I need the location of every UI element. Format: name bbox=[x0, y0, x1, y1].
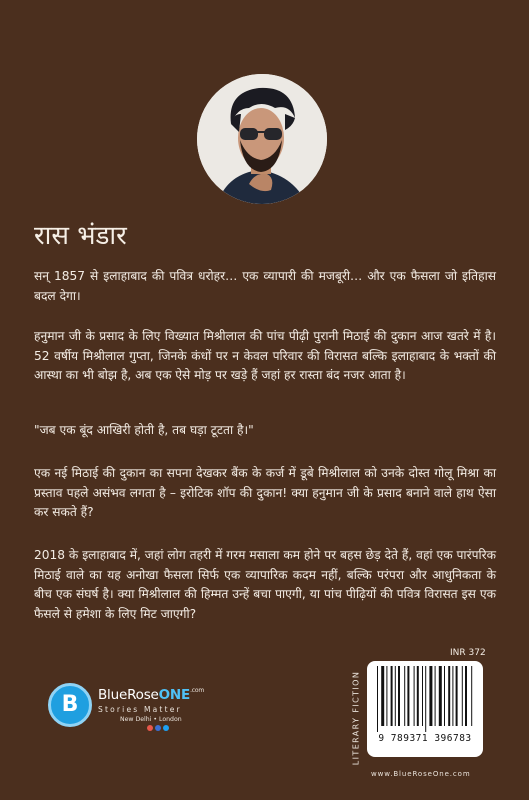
blurb-paragraph-4: 2018 के इलाहाबाद में, जहां लोग तहरी में गरम मसाला कम होने पर बहस छेड़ देते हैं, वहां एक पारंपरिक मिठाई वाले का यह अनोखा फैसला सिर्फ एक व्यापारिक कदम नहीं, बल्कि परंपरा और आधुनिकता के बीच एक संघर्ष है। क्या मिश्रीलाल की हिम्मत उन्हें बचा पाएगी, या पांच पीढ़ियों की पवित्र विरासत इस एक फैसले से हमेशा के लिए मिट जाएगी? bbox=[34, 548, 496, 621]
barcode-bar bbox=[414, 666, 415, 726]
blurb-paragraph-1: सन् 1857 से इलाहाबाद की पवित्र धरोहर… एक व्यापारी की मजबूरी… और एक फैसला जो इतिहास बदल देगा। bbox=[34, 269, 496, 303]
barcode-bar bbox=[471, 666, 472, 726]
blurb-paragraph-2: हनुमान जी के प्रसाद के लिए विख्यात मिश्रीलाल की पांच पीढ़ी पुरानी मिठाई की दुकान आज खतरे में है। 52 वर्षीय मिश्रीलाल गुप्ता, जिनके कंधों पर न केवल परिवार की विरासत बल्कि इलाहाबाद के भक्तों की आस्था का भी बोझ है, अब एक ऐसे मोड़ पर खड़े हैं जहां हर रास्ता बंद नजर आता है। bbox=[34, 329, 496, 382]
barcode-bar bbox=[452, 666, 453, 726]
publisher-logo-letter: B bbox=[61, 692, 79, 717]
genre-text: LITERARY FICTION bbox=[351, 670, 361, 766]
barcode-bar bbox=[381, 666, 384, 726]
publisher-name-accent: ONE bbox=[158, 687, 191, 703]
publisher-domain-suffix: .com bbox=[190, 687, 204, 694]
author-portrait-image bbox=[197, 74, 327, 204]
isbn-number: 9 789371 396783 bbox=[378, 733, 472, 744]
barcode-bar bbox=[417, 666, 419, 726]
social-icon-3 bbox=[163, 725, 169, 731]
barcode-bar bbox=[425, 666, 426, 732]
publisher-name-main: BlueRose bbox=[98, 687, 159, 703]
publisher-logo bbox=[48, 683, 218, 733]
social-icon-2 bbox=[155, 725, 161, 731]
barcode-bar bbox=[391, 666, 393, 726]
barcode-bar bbox=[456, 666, 458, 726]
barcode-bar bbox=[444, 666, 445, 726]
barcode-bar bbox=[386, 666, 387, 726]
barcode-bar bbox=[465, 666, 467, 726]
blurb-quote: "जब एक बूंद आखिरी होती है, तब घड़ा टूटता है।" bbox=[34, 423, 254, 437]
barcode-bar bbox=[448, 666, 450, 726]
barcode-bar bbox=[462, 666, 463, 726]
author-photo bbox=[197, 74, 327, 204]
barcode-bar bbox=[377, 666, 378, 732]
publisher-tagline: Stories Matter bbox=[98, 705, 182, 714]
barcode-bar bbox=[435, 666, 436, 726]
genre-label bbox=[349, 656, 363, 780]
barcode bbox=[367, 661, 483, 757]
book-title: रास भंडार bbox=[34, 221, 127, 251]
price-label: INR 372 bbox=[450, 648, 486, 658]
publisher-name bbox=[98, 687, 204, 703]
publisher-cities: New Delhi • London bbox=[120, 716, 182, 723]
publisher-social-icons bbox=[147, 725, 169, 731]
barcode-bar bbox=[398, 666, 400, 726]
barcode-bar bbox=[429, 666, 432, 726]
social-icon-1 bbox=[147, 725, 153, 731]
barcode-bar bbox=[404, 666, 405, 726]
barcode-bar bbox=[395, 666, 396, 726]
barcode-bars bbox=[377, 666, 473, 732]
publisher-website: www.BlueRoseOne.com bbox=[371, 770, 471, 778]
barcode-bar bbox=[407, 666, 409, 726]
barcode-bar bbox=[422, 666, 423, 726]
barcode-bar bbox=[439, 666, 442, 726]
blurb-paragraph-3: एक नई मिठाई की दुकान का सपना देखकर बैंक के कर्ज में डूबे मिश्रीलाल को उनके दोस्त गोलू मिश्रा का प्रस्ताव पहले असंभव लगता है – इरोटिक शॉप की दुकान! क्या हनुमान जी के प्रसाद बनाने वाले हाथ ऐसा कर सकते हैं? bbox=[34, 466, 496, 519]
